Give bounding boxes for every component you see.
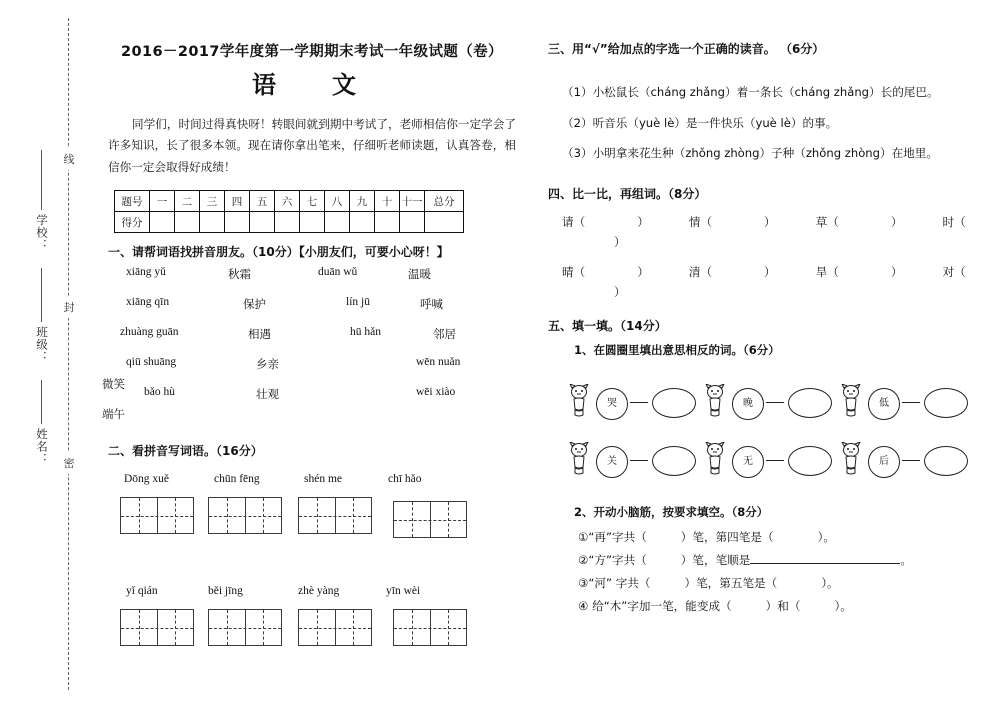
page-title: 2016－2017学年度第一学期期末考试一年级试题（卷） [121,44,503,60]
score-col-4: 四 [225,191,250,212]
stroke-item-text-c: ）。 [817,529,835,544]
s1-right-word: 微笑 [102,377,125,392]
seal-char-secret: 密 [60,452,78,474]
score-col-3: 三 [200,191,225,212]
stroke-item-text-a: “河” 字共（ [588,576,651,591]
section5-sub1-heading: 1、在圆圈里填出意思相反的词。（6分） [574,342,780,357]
section1-heading: 一、请帮词语找拼音朋友。（10分）【小朋友们，可要小心呀！】 [108,245,449,260]
section2-grid-row-2 [108,609,516,655]
field-label-name: 姓名： [35,428,49,466]
tiger-icon [568,384,590,418]
stroke-item-3 [548,572,988,595]
score-cell[interactable] [250,212,275,233]
antonym-connector [766,460,784,461]
stroke-order-blank[interactable] [750,563,900,564]
s2-pinyin: Dōng xuě [124,473,170,486]
field-label-school: 学校： [35,214,49,252]
s4-word-2: 情 [688,214,701,229]
antonym-answer-oval[interactable] [652,388,696,418]
section4-line-2: 晴（ ） 清（ ） 旱（ ） 对（） [562,265,966,300]
section3-item-2: （2）听音乐（yuè lè）是一件快乐（yuè lè）的事。 [562,115,838,130]
match-row [108,266,516,296]
section3-heading: 三、用“√”给加点的字选一个正确的读音。 （6分） [548,42,825,56]
writing-grid[interactable] [393,609,467,646]
s4-word-3: 草 [815,214,828,229]
stroke-item-number: ① [578,529,589,544]
section5-sub2-heading: 2、开动小脑筋，按要求填空。（8分） [574,504,769,519]
stroke-item-text-c: 。 [900,552,912,567]
score-cell[interactable] [175,212,200,233]
s1-left-word: 秋霜 [228,267,251,282]
match-row [108,326,516,356]
match-row [102,356,516,392]
s1-left-word: 壮观 [256,387,279,402]
antonym-given-char: 哭 [596,388,628,420]
writing-grid[interactable] [120,497,194,534]
score-col-1: 一 [150,191,175,212]
score-col-5: 五 [250,191,275,212]
s1-right-pinyin: wēi xiào [416,386,456,399]
score-cell[interactable] [300,212,325,233]
antonym-answer-oval[interactable] [924,446,968,476]
antonym-answer-oval[interactable] [652,446,696,476]
antonym-given-char: 无 [732,446,764,478]
s2-pinyin: běi jīng [208,585,243,598]
seal-char-seal: 封 [60,296,78,318]
s1-right-word: 邻居 [433,327,456,342]
score-cell[interactable] [150,212,175,233]
s4-word-1: 请 [562,214,574,229]
s2-pinyin: zhè yàng [298,585,340,598]
score-table [114,190,464,233]
s2-pinyin: shén me [304,473,343,486]
stroke-item-text-a: “再”字共（ [588,529,647,544]
stroke-item-text-a: “方”字共（ [588,552,647,567]
score-cell[interactable] [350,212,375,233]
stroke-item-2 [548,549,988,572]
antonym-connector [630,402,648,403]
score-cell[interactable] [400,212,425,233]
score-col-6: 六 [275,191,300,212]
s1-left-word: 保护 [243,297,266,312]
s4-word-7: 旱 [815,265,828,280]
score-cell[interactable] [325,212,350,233]
s2-pinyin: chūn fēng [214,473,260,486]
writing-grid[interactable] [120,609,194,646]
s4-word-6: 清 [688,265,701,280]
score-row-label-points: 得分 [115,212,150,233]
s1-right-word: 端午 [102,407,125,422]
stroke-item-text-b: ）笔，第五笔是（ [684,576,778,591]
stroke-item-4 [548,595,988,618]
s1-left-pinyin: qiū shuāng [126,356,177,369]
stroke-item-number: ④ [578,599,589,614]
match-row [108,296,516,326]
tiger-icon [704,442,726,476]
s1-right-pinyin: hū hǎn [350,326,381,339]
match-row [102,386,516,422]
s1-left-pinyin: xiāng yǔ [126,266,166,279]
score-col-9: 九 [350,191,375,212]
s1-right-pinyin: wēn nuǎn [416,356,461,369]
writing-grid[interactable] [298,609,372,646]
s1-right-pinyin: lín jū [346,296,370,309]
stroke-item-text-c: ）。 [834,599,852,614]
antonym-answer-oval[interactable] [924,388,968,418]
s1-left-pinyin: zhuàng guān [120,326,179,339]
antonym-connector [902,402,920,403]
right-column [548,40,988,619]
subject-title: 语 文 [252,71,372,99]
section2-pinyin-row-1 [108,473,516,495]
section4-heading: 四、比一比，再组词。（8分） [548,186,707,201]
table-row [115,212,464,233]
s1-right-pinyin: duān wǔ [318,266,358,279]
antonym-connector [902,460,920,461]
score-row-label: 题号 [115,191,150,212]
writing-grid[interactable] [208,609,282,646]
s4-word-5: 晴 [562,265,574,280]
score-col-total: 总分 [425,191,464,212]
left-column [102,40,516,655]
table-row [115,191,464,212]
antonym-answer-oval[interactable] [788,446,832,476]
antonym-connector [630,460,648,461]
writing-grid[interactable] [393,501,467,538]
antonym-row-1 [548,380,988,432]
s2-pinyin: yǐ qián [126,585,158,598]
tiger-icon [840,384,862,418]
seal-char-line: 线 [60,148,78,170]
stroke-item-text-c: ）。 [821,576,839,591]
score-col-8: 八 [325,191,350,212]
section2-grid-row-1 [108,497,516,543]
score-col-7: 七 [300,191,325,212]
intro-paragraph: 同学们，时间过得真快呀！转眼间就到期中考试了，老师相信你一定学会了许多知识，长了很多本领。现在请你拿出笔来，仔细听老师读题，认真答卷，相信你一定会取得好成绩！ [108,118,516,174]
s1-right-word: 呼喊 [420,297,443,312]
writing-grid[interactable] [208,497,282,534]
tiger-icon [568,442,590,476]
section3-item-1: （1）小松鼠长（cháng zhǎng）着一条长（cháng zhǎng）长的尾巴。 [562,85,939,99]
s4-word-8: 对 [942,265,955,280]
score-col-11: 十一 [400,191,425,212]
antonym-given-char: 晚 [732,388,764,420]
score-cell[interactable] [275,212,300,233]
stroke-item-text-b: ）和（ [765,599,801,614]
s1-left-pinyin: xiāng qīn [126,296,170,309]
score-cell[interactable] [375,212,400,233]
score-col-2: 二 [175,191,200,212]
antonym-given-char: 低 [868,388,900,420]
school-field-line [41,150,42,210]
stroke-item-text-b: ）笔，第四笔是（ [680,529,774,544]
seal-dashed-line [68,18,69,690]
section4-line-1: 请（ ） 情（ ） 草（ ） 时（） [562,214,966,249]
s1-left-pinyin: bǎo hù [144,386,175,399]
antonym-given-char: 关 [596,446,628,478]
section2-heading: 二、看拼音写词语。（16分） [108,444,263,459]
s2-pinyin: yīn wèi [386,585,421,598]
stroke-item-text-a: 给“木”字加一笔，能变成（ [592,599,732,614]
s1-right-word: 温暖 [408,267,431,282]
name-field-line [41,380,42,424]
tiger-icon [704,384,726,418]
s2-pinyin: chī hǎo [388,473,422,486]
score-cell[interactable] [225,212,250,233]
tiger-icon [840,442,862,476]
section3-item-3: （3）小明拿来花生种（zhǒng zhòng）子种（zhǒng zhòng）在地里。 [562,146,938,161]
class-field-line [41,268,42,322]
field-label-class: 班级： [35,326,49,364]
stroke-item-number: ③ [578,576,589,591]
antonym-given-char: 后 [868,446,900,478]
s1-left-word: 相遇 [248,327,271,342]
s4-word-4: 时 [942,214,955,229]
s1-left-word: 乡亲 [256,357,279,372]
score-cell[interactable] [425,212,464,233]
antonym-answer-oval[interactable] [788,388,832,418]
score-col-10: 十 [375,191,400,212]
section5-heading: 五、填一填。（14分） [548,318,667,333]
writing-grid[interactable] [298,497,372,534]
antonym-connector [766,402,784,403]
score-cell[interactable] [200,212,225,233]
antonym-row-2 [548,438,988,490]
stroke-item-number: ② [578,552,589,567]
section2-pinyin-row-2 [108,585,516,607]
stroke-item-1 [548,526,988,549]
stroke-item-text-b: ）笔，笔顺是 [680,552,751,567]
